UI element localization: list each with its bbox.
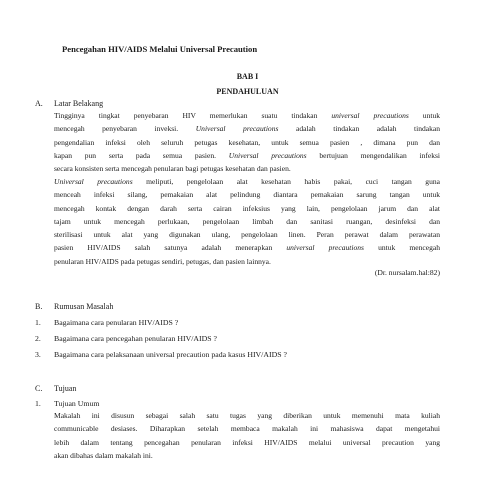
section-a-paragraph-1 [54,109,440,175]
section-b-title: Rumusan Masalah [54,302,114,311]
citation: (Dr. nursalam.hal:82) [374,268,440,277]
paragraph-line: communicable desiases. Diharapkan setelah membaca makalah ini mahasiswa dapat mengetahui [54,424,440,434]
list-item-marker: 2. [35,334,41,343]
section-c-title: Tujuan [54,384,77,393]
list-item [35,318,178,327]
paragraph-line: lebih dalam tentang pencegahan penularan infeksi HIV/AIDS melalui universal precaution yang [54,437,440,447]
paragraph-line: pasien HIV/AIDS salah satunya adalah menerapkan universal precautions untuk mencegah [54,243,440,253]
paragraph-line: sterilisasi untuk alat yang digunakan ulang, pengelolaan linen. Peran perawat dalam perawatan [54,230,440,239]
paragraph-line: kapan pun serta pada semua pasien. Universal precautions bertujuan mengendalikan infeksi [54,150,440,160]
chapter-title: PENDAHULUAN [216,87,279,96]
section-a-title: Latar Belakang [54,99,104,108]
section-c-marker: C. [35,384,43,393]
paragraph-line: Makalah ini disusun sebagai salah satu tugas yang diberikan untuk memenuhi mata kuliah [54,411,440,420]
section-a-paragraph-2 [54,175,440,268]
paragraph-line: Universal precautions meliputi, pengelolaan alat kesehatan habis pakai, cuci tangan guna [54,177,440,186]
section-a-heading [35,99,103,108]
list-item-text: Bagaimana cara pelaksanaan universal precaution pada kasus HIV/AIDS ? [54,350,287,359]
document-title: Pencegahan HIV/AIDS Melalui Universal Precaution [62,44,258,54]
paragraph-line: tajam untuk mencegah perlukaan, pengelolaan limbah dan sanitasi ruangan, desinfeksi dan [54,216,440,226]
paragraph-line: secara konsisten serta mencegah penularan bagi petugas kesehatan dan pasien. [54,164,291,173]
subsection-heading [35,399,99,408]
list-item-marker: 1. [35,318,41,327]
list-item-marker: 3. [35,350,41,359]
section-b-marker: B. [35,302,43,311]
section-b-heading [35,302,113,311]
section-c-heading [35,384,76,393]
paragraph-line: mencegah kontak dengan darah serta cairan infeksius yang lain, pengelolaan jarum dan alat [54,203,440,213]
paragraph-line: menceah infeksi silang, pemakaian alat pelindung diantara pemakaian sarung tangan untuk [54,190,440,200]
subsection-title: Tujuan Umum [54,399,100,408]
list-item [35,334,217,343]
list-item [35,350,287,359]
list-item-text: Bagaimana cara penularan HIV/AIDS ? [54,318,179,327]
paragraph-line: mencegah penyebaran inveksi. Universal precautions adalah tindakan adalah tindakan [54,124,441,134]
paragraph-line: pengendalian infeksi oleh seluruh petugas kesehatan, untuk semua pasien , dimana pun dan [54,137,440,147]
section-a-marker: A. [35,99,43,108]
section-c-paragraph [54,409,440,463]
list-item-text: Bagaimana cara pencegahan penularan HIV/AIDS ? [54,334,218,343]
paragraph-line: Tingginya tingkat penyebaran HIV memerlukan suatu tindakan universal precautions untuk [54,111,440,120]
paragraph-line: akan dibahas dalam makalah ini. [54,451,153,461]
paragraph-line: penularan HIV/AIDS pada petugas sendiri, petugas, dan pasien lainnya. [54,256,271,266]
subsection-marker: 1. [35,399,41,408]
chapter-number: BAB I [236,72,259,81]
